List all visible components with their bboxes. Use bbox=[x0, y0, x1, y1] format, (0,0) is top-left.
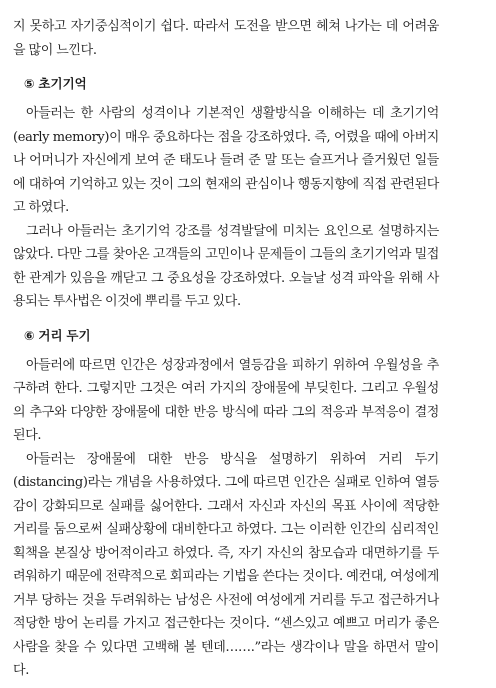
distancing-paragraph-1: 아들러에 따르면 인간은 성장과정에서 열등감을 피하기 위하여 우월성을 추구하려 한다. 그렇지만 그것은 여러 가지의 장애물에 부딪힌다. 그리고 우월성의 추구와 다양한 장애물에 대한 반응 방식에 따라 그의 적응과 부적응이 결정된다. bbox=[13, 357, 439, 443]
intro-paragraph: 지 못하고 자기중심적이기 쉽다. 따라서 도전을 받으면 헤쳐 나가는 데 어려움을 많이 느낀다. bbox=[13, 19, 439, 58]
document-page bbox=[13, 15, 439, 683]
section-heading-distancing: ⑥ 거리 두기 bbox=[24, 327, 91, 343]
early-memory-paragraph-1: 아들러는 한 사람의 성격이나 기본적인 생활방식을 이해하는 데 초기기억(early memory)이 매우 중요하다는 점을 강조하였다. 즉, 어렸을 때에 아버지나 어머니가 자신에게 보여 준 태도나 들려 준 말 또는 슬프거나 즐거웠던 일들에 대하여 기억하고 있는 것이 그의 현재의 관심이나 행동지향에 직접 관련된다고 하였다. bbox=[13, 106, 439, 215]
early-memory-paragraph-2: 그러나 아들러는 초기기억 강조를 성격발달에 미치는 요인으로 설명하지는 않았다. 다만 그를 찾아온 고객들의 고민이나 문제들이 그들의 초기기억과 밀접한 관계가 있음을 깨닫고 그 중요성을 강조하였다. 오늘날 성격 파악을 위해 사용되는 투사법은 이것에 뿌리를 두고 있다. bbox=[13, 223, 439, 309]
distancing-paragraph-2: 아들러는 장애물에 대한 반응 방식을 설명하기 위하여 거리 두기(distancing)라는 개념을 사용하였다. 그에 따르면 인간은 실패로 인하여 열등감이 강화되므로 실패를 싫어한다. 그래서 자신과 자신의 목표 사이에 적당한 거리를 둠으로써 실패상황에 대비한다고 하였다. 그는 이러한 인간의 심리적인 획책을 본질상 방어적이라고 하였다. 즉, 자기 자신의 참모습과 대면하기를 두려워하기 때문에 전략적으로 회피라는 기법을 쓴다는 것이다. 예컨대, 여성에게 거부 당하는 것을 두려워하는 남성은 사전에 여성에게 거리를 두고 접근하거나 적당한 방어 논리를 가지고 접근한다는 것이다. “센스있고 예쁘고 머리가 좋은 사람을 찾을 수 있다면 고백해 볼 텐데…….”라는 생각이나 말을 하면서 말이다. bbox=[13, 451, 439, 678]
section-heading-early-memory: ⑤ 초기기억 bbox=[24, 76, 87, 91]
